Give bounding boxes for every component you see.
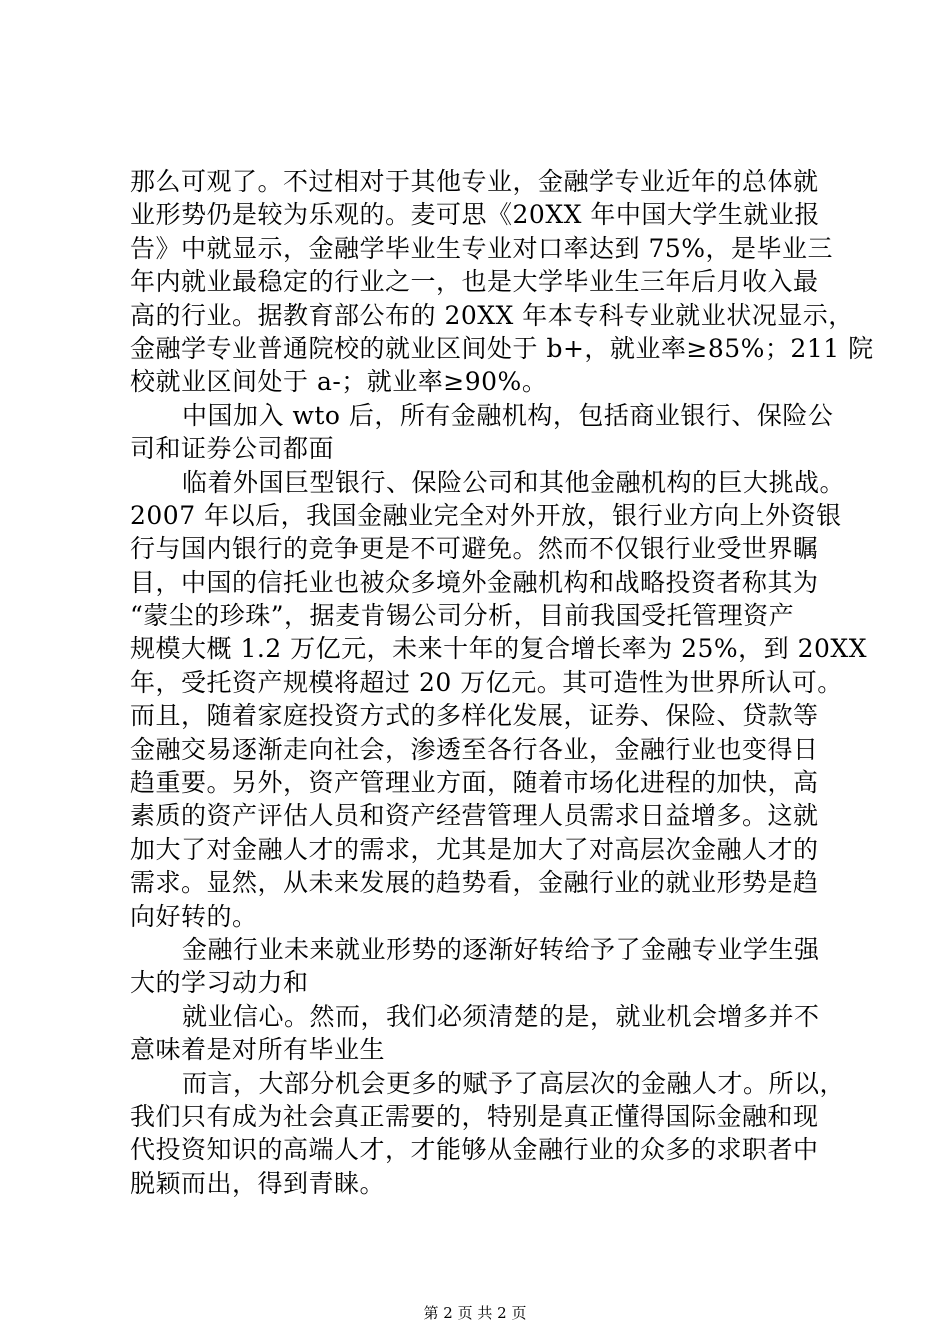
text-line: 中国加入 wto 后，所有金融机构，包括商业银行、保险公 — [182, 400, 834, 430]
text-line: 2007 年以后，我国金融业完全对外开放，银行业方向上外资银 — [130, 500, 842, 530]
body-text — [130, 165, 874, 1200]
text-line: 金融交易逐渐走向社会，渗透至各行各业，金融行业也变得日 — [130, 734, 819, 764]
text-line: 那么可观了。不过相对于其他专业，金融学专业近年的总体就 — [130, 167, 819, 196]
text-line: 加大了对金融人才的需求，尤其是加大了对高层次金融人才的 — [130, 834, 819, 864]
text-line: 趋重要。另外，资产管理业方面，随着市场化进程的加快，高 — [130, 768, 819, 798]
text-line: 年，受托资产规模将超过 20 万亿元。其可造性为世界所认可。 — [130, 667, 843, 697]
text-line: 临着外国巨型银行、保险公司和其他金融机构的巨大挑战。 — [182, 467, 846, 497]
text-line: 需求。显然，从未来发展的趋势看，金融行业的就业形势是趋 — [130, 868, 819, 898]
text-line: 大的学习动力和 — [130, 968, 309, 998]
text-line: 司和证券公司都面 — [130, 434, 335, 464]
text-line: 业形势仍是较为乐观的。麦可思《20XX 年中国大学生就业报 — [130, 200, 820, 230]
text-line: 校就业区间处于 a-；就业率≥90%。 — [130, 367, 548, 397]
text-line: 代投资知识的高端人才，才能够从金融行业的众多的求职者中 — [130, 1135, 819, 1165]
text-line: 而且，随着家庭投资方式的多样化发展，证券、保险、贷款等 — [130, 701, 819, 731]
text-line: 金融学专业普通院校的就业区间处于 b+，就业率≥85%；211 院 — [130, 333, 874, 363]
text-line: 规模大概 1.2 万亿元，未来十年的复合增长率为 25%，到 20XX — [130, 634, 868, 664]
text-line: 脱颖而出，得到青睐。 — [130, 1168, 386, 1198]
text-line: 素质的资产评估人员和资产经营管理人员需求日益增多。这就 — [130, 801, 819, 831]
text-line: 金融行业未来就业形势的逐渐好转给予了金融专业学生强 — [182, 934, 820, 964]
text-line: 就业信心。然而，我们必须清楚的是，就业机会增多并不 — [182, 1001, 820, 1031]
text-line: “蒙尘的珍珠”，据麦肯锡公司分析，目前我国受托管理资产 — [130, 601, 795, 631]
text-line: 而言，大部分机会更多的赋予了高层次的金融人才。所以， — [182, 1068, 846, 1098]
text-line: 目，中国的信托业也被众多境外金融机构和战略投资者称其为 — [130, 567, 819, 597]
text-line: 意味着是对所有毕业生 — [130, 1035, 386, 1065]
text-line: 我们只有成为社会真正需要的，特别是真正懂得国际金融和现 — [130, 1101, 819, 1131]
text-line: 向好转的。 — [130, 901, 258, 931]
text-line: 高的行业。据教育部公布的 20XX 年本专科专业就业状况显示， — [130, 300, 854, 330]
text-line: 年内就业最稳定的行业之一，也是大学毕业生三年后月收入最 — [130, 267, 819, 297]
page-footer: 第 2 页 共 2 页 — [423, 1304, 527, 1322]
text-line: 告》中就显示，金融学毕业生专业对口率达到 75%，是毕业三 — [130, 233, 834, 263]
text-line: 行与国内银行的竞争更是不可避免。然而不仅银行业受世界瞩 — [130, 534, 819, 564]
